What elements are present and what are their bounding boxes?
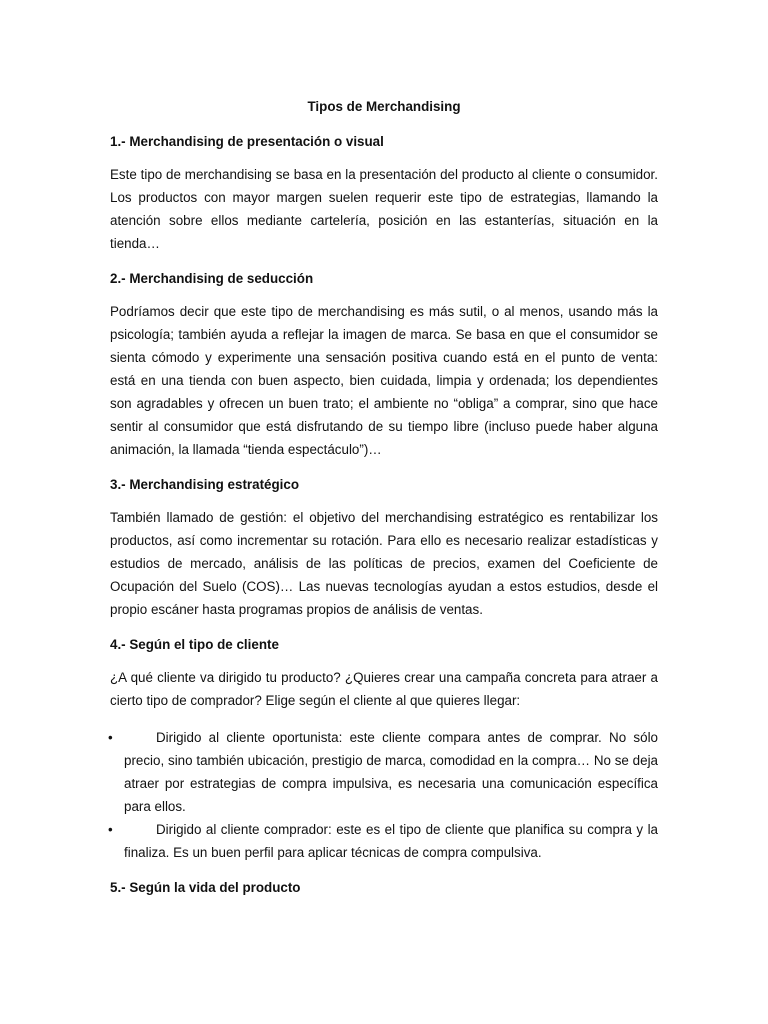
section-paragraph: También llamado de gestión: el objetivo del merchandising estratégico es rentabilizar los productos, así como incrementar su rotación. Para ello es necesario realizar estadísticas y estudios de mercado, análisis de las políticas de precios, examen del Coeficiente de Ocupación del Suelo (COS)… Las nuevas tecnologías ayudan a estos estudios, desde el propio escáner hasta programas propios de análisis de ventas. [110, 510, 658, 617]
list-item [108, 726, 658, 818]
section-heading: 2.- Merchandising de seducción [110, 271, 314, 286]
section-paragraph: ¿A qué cliente va dirigido tu producto? ¿Quieres crear una campaña concreta para atraer a cierto tipo de comprador? Elige según el cliente al que quieres llegar: [110, 670, 658, 708]
section-heading: 1.- Merchandising de presentación o visual [110, 134, 384, 149]
document-title: Tipos de Merchandising [307, 99, 461, 114]
section-heading: 3.- Merchandising estratégico [110, 477, 300, 492]
section-paragraph: Podríamos decir que este tipo de merchandising es más sutil, o al menos, usando más la psicología; también ayuda a reflejar la imagen de marca. Se basa en que el consumidor se sienta cómodo y experimente una sensación positiva cuando está en el punto de venta: está en una tienda con buen aspecto, bien cuidada, limpia y ordenada; los dependientes son agradables y ofrecen un buen trato; el ambiente no “obliga” a comprar, sino que hace sentir al consumidor que está disfrutando de su tiempo libre (incluso puede haber alguna animación, la llamada “tienda espectáculo”)… [110, 304, 658, 457]
bullet-list [108, 726, 658, 864]
bullet-icon: • [108, 822, 113, 837]
section-1 [110, 130, 658, 255]
bullet-icon: • [108, 730, 113, 745]
section-5 [110, 876, 658, 899]
list-item-text: Dirigido al cliente comprador: este es el tipo de cliente que planifica su compra y la finaliza. Es un buen perfil para aplicar técnicas de compra compulsiva. [124, 822, 658, 860]
list-item-text: Dirigido al cliente oportunista: este cliente compara antes de comprar. No sólo precio, sino también ubicación, prestigio de marca, comodidad en la compra… No se deja atraer por estrategias de compra impulsiva, es necesaria una comunicación específica para ellos. [124, 730, 658, 814]
section-heading: 4.- Según el tipo de cliente [110, 637, 279, 652]
section-3 [110, 473, 658, 621]
section-paragraph: Este tipo de merchandising se basa en la presentación del producto al cliente o consumidor. Los productos con mayor margen suelen requerir este tipo de estrategias, llamando la atención sobre ellos mediante cartelería, posición en las estanterías, situación en la tienda… [110, 167, 658, 251]
list-item [108, 818, 658, 864]
section-4 [110, 633, 658, 864]
section-heading: 5.- Según la vida del producto [110, 880, 301, 895]
section-2 [110, 267, 658, 461]
document-page [110, 95, 658, 909]
